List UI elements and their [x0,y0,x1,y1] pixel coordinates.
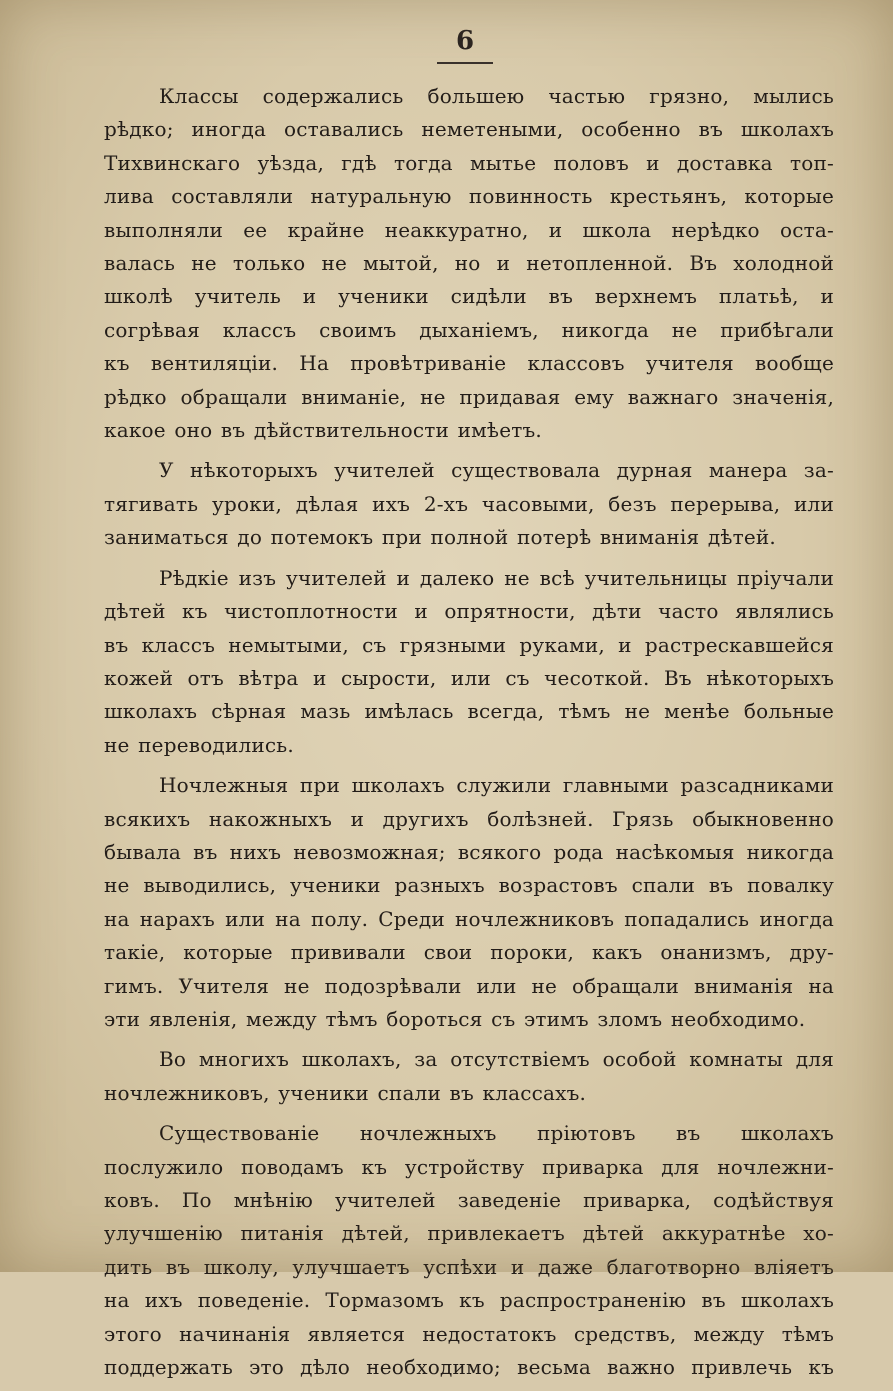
text-line: Классы содержались большею частью грязно, мылись [159,84,834,108]
text-line: Ночлежныя при школахъ служили главными разсадниками [159,773,834,798]
text-line: согрѣвая классъ своимъ дыханiемъ, никогда не прибѣгали [104,317,834,342]
text-line: Существованiе ночлежныхъ прiютовъ въ школахъ [159,1121,834,1146]
text-line: къ вентиляцiи. На провѣтриванiе классовъ учителя вообще [104,351,834,376]
text-line: рѣдко обращали вниманiе, не придавая ему важнаго значенiя, [104,384,834,409]
page-number-rule [437,62,493,64]
text-line: Рѣдкiе изъ учителей и далеко не всѣ учительницы прiучали [159,565,834,590]
text-line: гимъ. Учителя не подозрѣвали или не обращали вниманiя на [104,973,834,998]
text-line: У нѣкоторыхъ учителей существовала дурная манера за- [159,458,834,483]
text-line: ковъ. По мнѣнiю учителей заведенiе приварка, содѣйствуя [104,1188,834,1212]
text-line: кожей отъ вѣтра и сырости, или съ чесоткой. Въ нѣкоторыхъ [104,665,834,690]
text-line: не переводились. [104,732,294,757]
text-line: школахъ сѣрная мазь имѣлась всегда, тѣмъ не менѣе больные [104,699,834,724]
text-line: дить въ школу, улучшаетъ успѣхи и даже благотворно влiяетъ [104,1254,834,1279]
text-line: какое оно въ дѣйствительности имѣетъ. [104,418,542,443]
text-line: на нарахъ или на полу. Среди ночлежниковъ попадались иногда [104,906,834,931]
text-line: тягивать уроки, дѣлая ихъ 2-хъ часовыми, безъ перерыва, или [104,491,834,516]
paragraph-1 [104,80,834,447]
text-line: школѣ учитель и ученики сидѣли въ верхнемъ платьѣ, и [104,284,834,309]
text-line: такiе, которые прививали свои пороки, какъ онанизмъ, дру- [104,940,834,965]
text-line: рѣдко; иногда оставались неметеными, особенно въ школахъ [104,117,834,142]
page-body-text [104,80,834,1391]
text-line: Тихвинскаго уѣзда, гдѣ тогда мытье половъ и доставка топ- [104,150,834,175]
text-line: валась не только не мытой, но и нетопленной. Въ холодной [104,251,834,276]
text-line: улучшенiю питанiя дѣтей, привлекаетъ дѣтей аккуратнѣе хо- [104,1221,834,1246]
text-line: дѣтей къ чистоплотности и опрятности, дѣти часто являлись [104,599,834,624]
text-line: этого начинанiя является недостатокъ средствъ, между тѣмъ [104,1321,834,1346]
text-line: эти явленiя, между тѣмъ бороться съ этимъ зломъ необходимо. [104,1006,806,1031]
text-line: всякихъ накожныхъ и другихъ болѣзней. Грязь обыкновенно [104,806,834,831]
page-number: 6 [455,26,475,56]
paragraph-6 [104,1117,834,1384]
paragraph-2 [104,454,834,554]
text-line: выполняли ее крайне неаккуратно, и школа нерѣдко оста- [104,217,834,242]
paragraph-3 [104,562,834,762]
text-line: Во многихъ школахъ, за отсутствiемъ особой комнаты для [159,1047,834,1072]
text-line: бывала въ нихъ невозможная; всякого рода насѣкомыя никогда [104,839,834,864]
text-line: ночлежниковъ, ученики спали въ классахъ. [104,1080,587,1105]
text-line: лива составляли натуральную повинность крестьянъ, которые [104,184,834,209]
text-line: послужило поводамъ къ устройству приварка для ночлежни- [104,1154,834,1179]
text-line: не выводились, ученики разныхъ возрастовъ спали въ повалку [104,873,834,898]
paragraph-5 [104,1043,834,1110]
paragraph-4 [104,769,834,1036]
text-line: заниматься до потемокъ при полной потерѣ вниманiя дѣтей. [104,525,776,550]
text-line: поддержать это дѣло необходимо; весьма важно привлечь къ [104,1355,834,1380]
text-line: на ихъ поведенiе. Тормазомъ къ распространенiю въ школахъ [104,1288,834,1313]
text-line: въ классъ немытыми, съ грязными руками, и растрескавшейся [104,632,834,657]
